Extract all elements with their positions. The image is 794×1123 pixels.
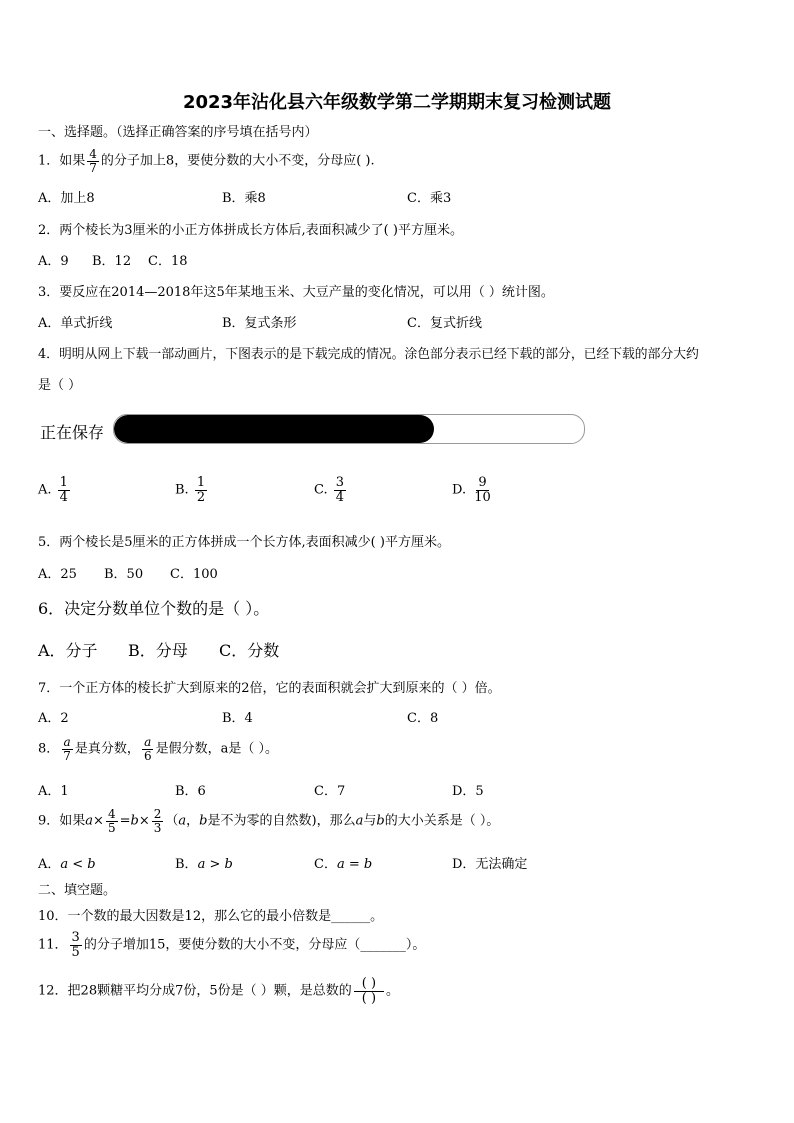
q4-c-den: 4 [335, 489, 345, 505]
q7-option-a[interactable]: A．2 [38, 711, 69, 726]
q9-post-3: 是不为零的自然数)，那么 [207, 813, 356, 829]
q9-f2-num: 2 [153, 807, 162, 821]
q9-c-label: C． [314, 857, 337, 872]
q4-option-c-label: C. [314, 482, 328, 498]
q9-post-b2: b [376, 813, 385, 829]
q9-pre: 9．如果 [38, 813, 86, 829]
q4-b-num: 1 [196, 475, 206, 490]
q9-post-b: b [199, 813, 208, 829]
q9-fraction-2 [152, 808, 164, 834]
q9-a-label: A． [38, 857, 61, 872]
progress-label: 正在保存 [40, 423, 105, 442]
q4-option-a-label: A. [38, 482, 52, 498]
q2-option-b[interactable]: B．12 [92, 254, 132, 269]
q12-post: 。 [386, 983, 400, 999]
q9-option-c[interactable] [314, 853, 372, 872]
q8-f2-den: 6 [143, 748, 152, 763]
q9-fraction-1 [106, 808, 118, 834]
q8-option-d[interactable]: D．5 [452, 784, 484, 799]
q9-f1-num: 4 [107, 807, 116, 821]
page-title: 2023年沾化县六年级数学第二学期期末复习检测试题 [182, 92, 612, 113]
question-4-line-2: 是（ ） [38, 378, 82, 393]
q11-pre: 11． [38, 937, 68, 953]
q9-option-a[interactable] [38, 853, 96, 872]
q9-a-expr: a < b [60, 857, 96, 872]
q9-equals: = [119, 813, 131, 829]
q9-post-5: 的大小关系是（ ）。 [384, 813, 500, 829]
q12-pre: 12．把28颗糖平均分成7份，5份是（ ）颗，是总数的 [38, 983, 352, 999]
q9-option-b[interactable] [175, 853, 233, 872]
q11-den: 5 [71, 944, 80, 960]
question-7: 7．一个正方体的棱长扩大到原来的2倍，它的表面积就会扩大到原来的（ ）倍。 [38, 681, 501, 696]
q9-f2-den: 3 [153, 820, 162, 835]
q8-fraction-2 [142, 736, 154, 762]
q4-a-num: 1 [59, 475, 68, 490]
q12-num: ( ) [354, 977, 384, 992]
q8-option-c[interactable]: C．7 [314, 784, 346, 799]
q2-option-a[interactable]: A．9 [38, 254, 69, 269]
q12-den: ( ) [361, 990, 377, 1006]
q7-option-c[interactable]: C．8 [407, 711, 439, 726]
q1-option-a[interactable]: A．加上8 [38, 191, 95, 206]
question-1 [38, 148, 375, 174]
section-1-heading: 一、选择题。（选择正确答案的序号填在括号内） [38, 125, 318, 140]
q4-option-b[interactable] [175, 476, 209, 504]
q1-option-b[interactable]: B．乘8 [222, 191, 266, 206]
q8-option-a[interactable]: A．1 [38, 784, 69, 799]
q9-post-1: （ [165, 813, 179, 829]
question-10: 10．一个数的最大因数是12，那么它的最小倍数是______。 [38, 909, 384, 924]
q4-option-b-fraction [195, 476, 207, 504]
q1-fraction [87, 148, 99, 174]
q8-option-b[interactable]: B．6 [175, 784, 206, 799]
q9-b-expr: a > b [197, 857, 233, 872]
q8-f1-den: 7 [63, 748, 71, 763]
q3-option-a[interactable]: A．单式折线 [38, 316, 113, 331]
question-8 [38, 736, 278, 762]
q8-pre: 8． [38, 741, 60, 757]
q4-option-d-label: D. [452, 482, 467, 498]
q8-fraction-1 [61, 736, 73, 762]
q8-mid: 是真分数， [74, 741, 140, 757]
q3-option-b[interactable]: B．复式条形 [222, 316, 297, 331]
question-6: 6．决定分数单位个数的是（ ）。 [38, 599, 270, 618]
download-progress-bar [113, 414, 585, 444]
q11-post: 的分子增加15，要使分数的大小不变，分母应（_______）。 [83, 937, 426, 953]
q4-option-c[interactable] [314, 476, 348, 504]
download-progress-fill [114, 415, 434, 443]
q4-option-a[interactable] [38, 476, 72, 504]
q4-b-den: 2 [196, 489, 206, 505]
q8-post: 是假分数，a是（ ）。 [155, 741, 278, 757]
q1-post: 的分子加上8，要使分数的大小不变，分母应( ). [100, 153, 375, 169]
q9-b-label: B． [175, 857, 198, 872]
q6-option-a[interactable]: A．分子 [38, 641, 98, 660]
q9-post-2: ， [186, 813, 200, 829]
q2-option-c[interactable]: C．18 [148, 254, 188, 269]
q4-option-d[interactable] [452, 476, 495, 504]
question-4-line-1: 4．明明从网上下载一部动画片，下图表示的是下载完成的情况。涂色部分表示已经下载的部分，已经下载的部分大约 [38, 347, 699, 362]
q9-option-d[interactable]: D．无法确定 [452, 857, 528, 872]
q9-times-2: × [138, 813, 150, 829]
q3-option-c[interactable]: C．复式折线 [407, 316, 482, 331]
q9-post-4: 与 [363, 813, 377, 829]
q6-option-b[interactable]: B．分母 [128, 641, 188, 660]
q1-option-c[interactable]: C．乘3 [407, 191, 452, 206]
q6-option-c[interactable]: C．分数 [219, 641, 280, 660]
q11-fraction [70, 931, 82, 959]
q4-a-den: 4 [59, 489, 68, 505]
q9-c-expr: a = b [336, 857, 373, 872]
q12-fraction [354, 977, 384, 1005]
q5-option-a[interactable]: A．25 [38, 567, 77, 582]
question-2: 2．两个棱长为3厘米的小正方体拼成长方体后,表面积减少了( )平方厘米。 [38, 223, 463, 238]
q11-num: 3 [71, 930, 80, 945]
question-3: 3．要反应在2014—2018年这5年某地玉米、大豆产量的变化情况，可以用（ ）统计图。 [38, 285, 554, 300]
q4-option-d-fraction [472, 476, 493, 504]
q7-option-b[interactable]: B．4 [222, 711, 253, 726]
q4-d-num: 9 [478, 475, 487, 490]
q4-option-c-fraction [334, 476, 346, 504]
q9-var-b: b [130, 813, 139, 829]
q9-post-a2: a [355, 813, 364, 829]
q8-f2-num: a [144, 735, 152, 749]
q4-option-b-label: B. [175, 482, 189, 498]
q9-f1-den: 5 [107, 820, 116, 835]
q8-f1-num: a [63, 735, 71, 749]
q5-option-c[interactable]: C．100 [170, 567, 218, 582]
q9-post-a: a [178, 813, 187, 829]
q5-option-b[interactable]: B．50 [104, 567, 144, 582]
q4-c-num: 3 [335, 475, 345, 490]
question-5: 5．两个棱长是5厘米的正方体拼成一个长方体,表面积减少( )平方厘米。 [38, 535, 450, 550]
q4-option-a-fraction [58, 476, 70, 504]
q1-numerator: 4 [89, 147, 97, 161]
section-2-heading: 二、填空题。 [38, 883, 117, 898]
q1-pre: 1．如果 [38, 153, 86, 169]
q4-d-den: 10 [474, 489, 491, 505]
q9-var-a: a [85, 813, 94, 829]
question-11 [38, 931, 425, 959]
q1-denominator: 7 [89, 160, 97, 175]
q9-times-1: × [93, 813, 104, 829]
question-9 [38, 808, 499, 834]
question-12 [38, 977, 399, 1005]
